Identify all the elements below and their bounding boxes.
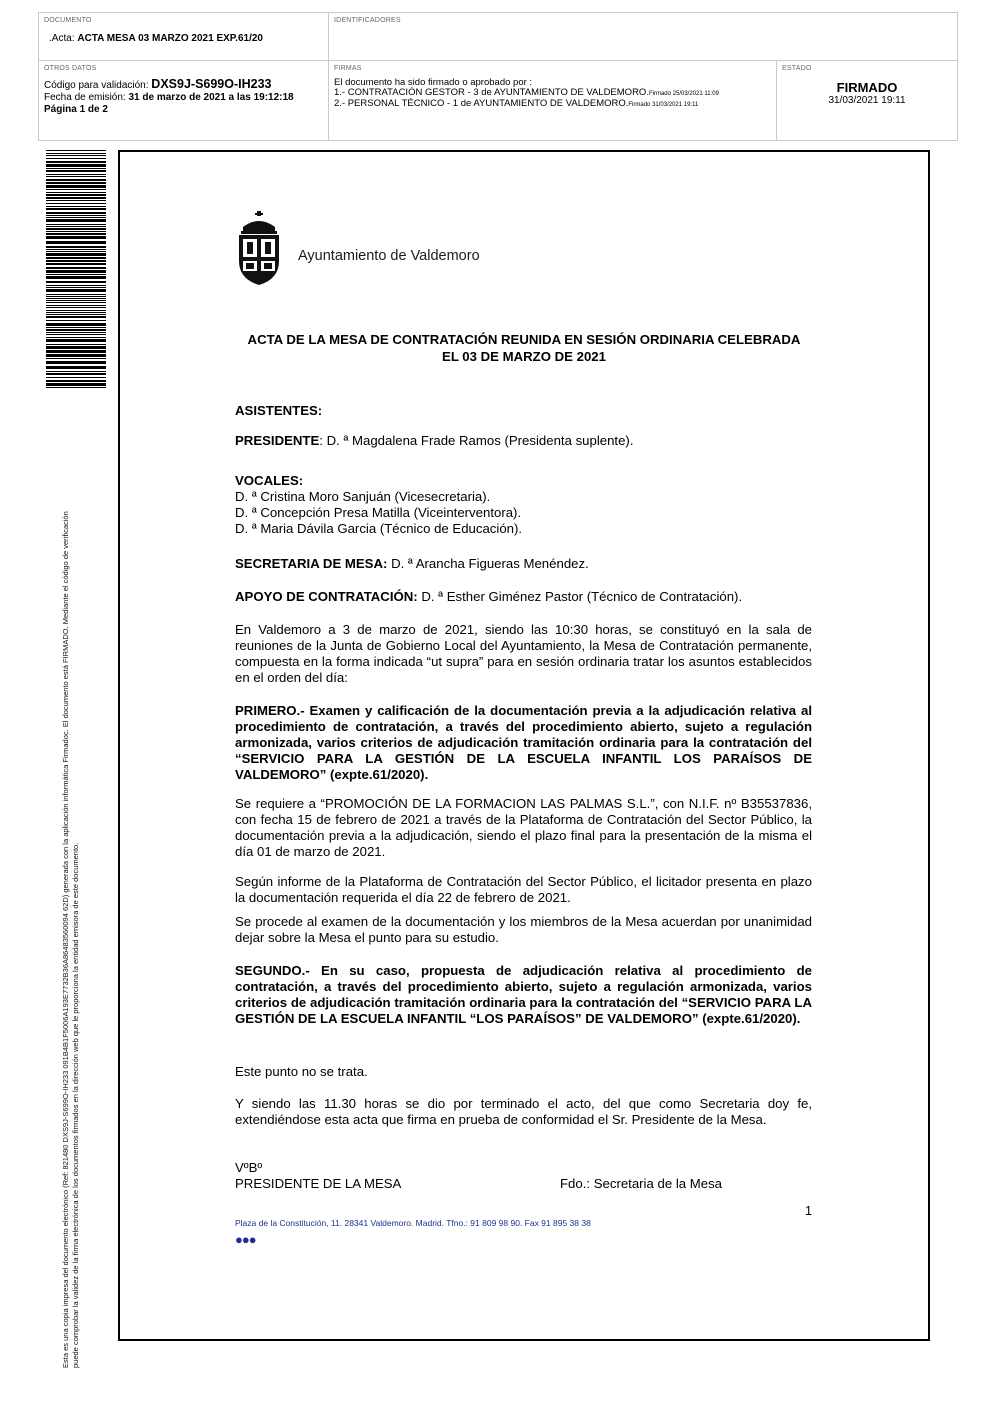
page-number: 1 (805, 1204, 812, 1218)
segundo-heading: SEGUNDO.- En su caso, propuesta de adjudicación relativa al procedimiento de contratación, a través del procedimiento abierto, sujeto a regulación armonizada, varios criterios de adjudicación tramitación ordinaria para la contratación del “SERVICIO PARA LA GESTIÓN DE LA ESCUELA INFANTIL “LOS PARAÍSOS” DE VALDEMORO” (expte.61/2020). (235, 963, 812, 1026)
estado-cell (777, 61, 957, 140)
primero-heading: PRIMERO.- Examen y calificación de la documentación previa a la adjudicación relativa al procedimiento de contratación, a través del procedimiento abierto, sujeto a regulación armonizada, varios criterios de adjudicación tramitación ordinaria para la contratación del “SERVICIO PARA LA GESTIÓN DE LA ESCUELA INFANTIL LOS PARAÍSOS DE VALDEMORO” (expte.61/2020). (235, 703, 812, 782)
coat-of-arms-icon (233, 211, 285, 287)
apoyo-line: APOYO DE CONTRATACIÓN: D. ª Esther Giménez Pastor (Técnico de Contratación). (235, 589, 743, 604)
vobo-label: VºBº (235, 1160, 263, 1175)
firmas-cell (329, 61, 777, 140)
presidente-mesa-label: PRESIDENTE DE LA MESA (235, 1176, 402, 1191)
fdo-secretaria-label: Fdo.: Secretaria de la Mesa (560, 1176, 722, 1191)
page-title: ACTA DE LA MESA DE CONTRATACIÓN REUNIDA EN SESIÓN ORDINARIA CELEBRADA EL 03 DE MARZO DE 2021 (247, 332, 801, 364)
primero-paragraph-2: Según informe de la Plataforma de Contratación del Sector Público, el licitador presenta en plazo la documentación requerida el día 22 de febrero de 2021. (235, 874, 812, 905)
firmas-label: FIRMAS (334, 65, 362, 72)
footer-dots-icon: ●●● (235, 1232, 256, 1247)
vocales-block (235, 473, 812, 537)
otros-datos-label: OTROS DATOS (44, 65, 97, 72)
estado-value: FIRMADO (836, 80, 898, 95)
vocal-item: D. ª Cristina Moro Sanjuán (Vicesecretaria). (235, 489, 491, 504)
vocal-item: D. ª Maria Dávila Garcia (Técnico de Educación). (235, 521, 523, 536)
identificadores-label: IDENTIFICADORES (334, 17, 401, 24)
document-metadata-box (38, 12, 958, 141)
footer-address: Plaza de la Constitución, 11. 28341 Valdemoro. Madrid. Tfno.: 91 809 98 90. Fax 91 895 38 38 (235, 1218, 591, 1228)
estado-date: 31/03/2021 19:11 (828, 95, 906, 106)
presidente-line: PRESIDENTE: D. ª Magdalena Frade Ramos (Presidenta suplente). (235, 433, 634, 448)
primero-paragraph-3: Se procede al examen de la documentación y los miembros de la Mesa acuerdan por unanimidad dejar sobre la Mesa el punto para su estudio. (235, 914, 812, 945)
closing-paragraph: Y siendo las 11.30 horas se dio por terminado el acto, del que como Secretaria doy fe, extendiéndose esta acta que firma en prueba de conformidad el Sr. Presidente de la Mesa. (235, 1096, 812, 1127)
firmas-intro: El documento ha sido firmado o aprobado por : (334, 77, 533, 88)
barcode-icon (46, 150, 106, 388)
verification-side-text: Esta es una copia impresa del documento electrónico (Ref: 821480 DXS9J-S699O-IH233 091B4B1F5006A193E7732B36A86483560094 62D) generada con la aplicación informática Firmadoc. El documento está FIRMADO. Mediante el código de verificación puede comprobar la validez de la firma electrónica de los documentos firmados en la dirección web que le proporciona la entidad emisora de este documento. (61, 511, 80, 1368)
documento-label: DOCUMENTO (44, 17, 92, 24)
asistentes-heading: ASISTENTES: (235, 403, 323, 418)
estado-label: ESTADO (782, 65, 812, 72)
identificadores-cell (329, 13, 957, 61)
firma-2: 2.- PERSONAL TÉCNICO - 1 de AYUNTAMIENTO DE VALDEMORO.Firmado 31/03/2021 19:11 (334, 98, 699, 109)
org-name: Ayuntamiento de Valdemoro (298, 248, 480, 264)
documento-value: .Acta: ACTA MESA 03 MARZO 2021 EXP.61/20 (49, 33, 263, 44)
intro-paragraph: En Valdemoro a 3 de marzo de 2021, siendo las 10:30 horas, se constituyó en la sala de reuniones de la Junta de Gobierno Local del Ayuntamiento, la Mesa de Contratación permanente, compuesta en la forma indicada “ut supra” para en sesión ordinaria tratar los asuntos establecidos en el orden del día: (235, 622, 812, 685)
otros-datos-cell (39, 61, 329, 140)
codigo-value[interactable]: DXS9J-S699O-IH233 (151, 77, 272, 91)
vocal-item: D. ª Concepción Presa Matilla (Viceinterventora). (235, 505, 522, 520)
vocales-heading: VOCALES: (235, 473, 304, 488)
segundo-paragraph: Este punto no se trata. (235, 1064, 368, 1079)
primero-paragraph-1: Se requiere a “PROMOCIÓN DE LA FORMACION LAS PALMAS S.L.”, con N.I.F. nº B35537836, con fecha 15 de febrero de 2021 a través de la Plataforma de Contratación del Sector Público, la documentación previa a la adjudicación, siendo el plazo final para la presentación de la misma el día 01 de marzo de 2021. (235, 796, 812, 859)
secretaria-line: SECRETARIA DE MESA: D. ª Arancha Figueras Menéndez. (235, 556, 589, 571)
documento-cell (39, 13, 329, 61)
codigo-validacion: Código para validación: DXS9J-S699O-IH233 (44, 77, 272, 91)
firma-1: 1.- CONTRATACIÓN GESTOR - 3 de AYUNTAMIENTO DE VALDEMORO.Firmado 25/03/2021 11:09 (334, 87, 719, 98)
pagina-indicator: Página 1 de 2 (44, 104, 108, 115)
fecha-emision: Fecha de emisión: 31 de marzo de 2021 a las 19:12:18 (44, 92, 294, 103)
